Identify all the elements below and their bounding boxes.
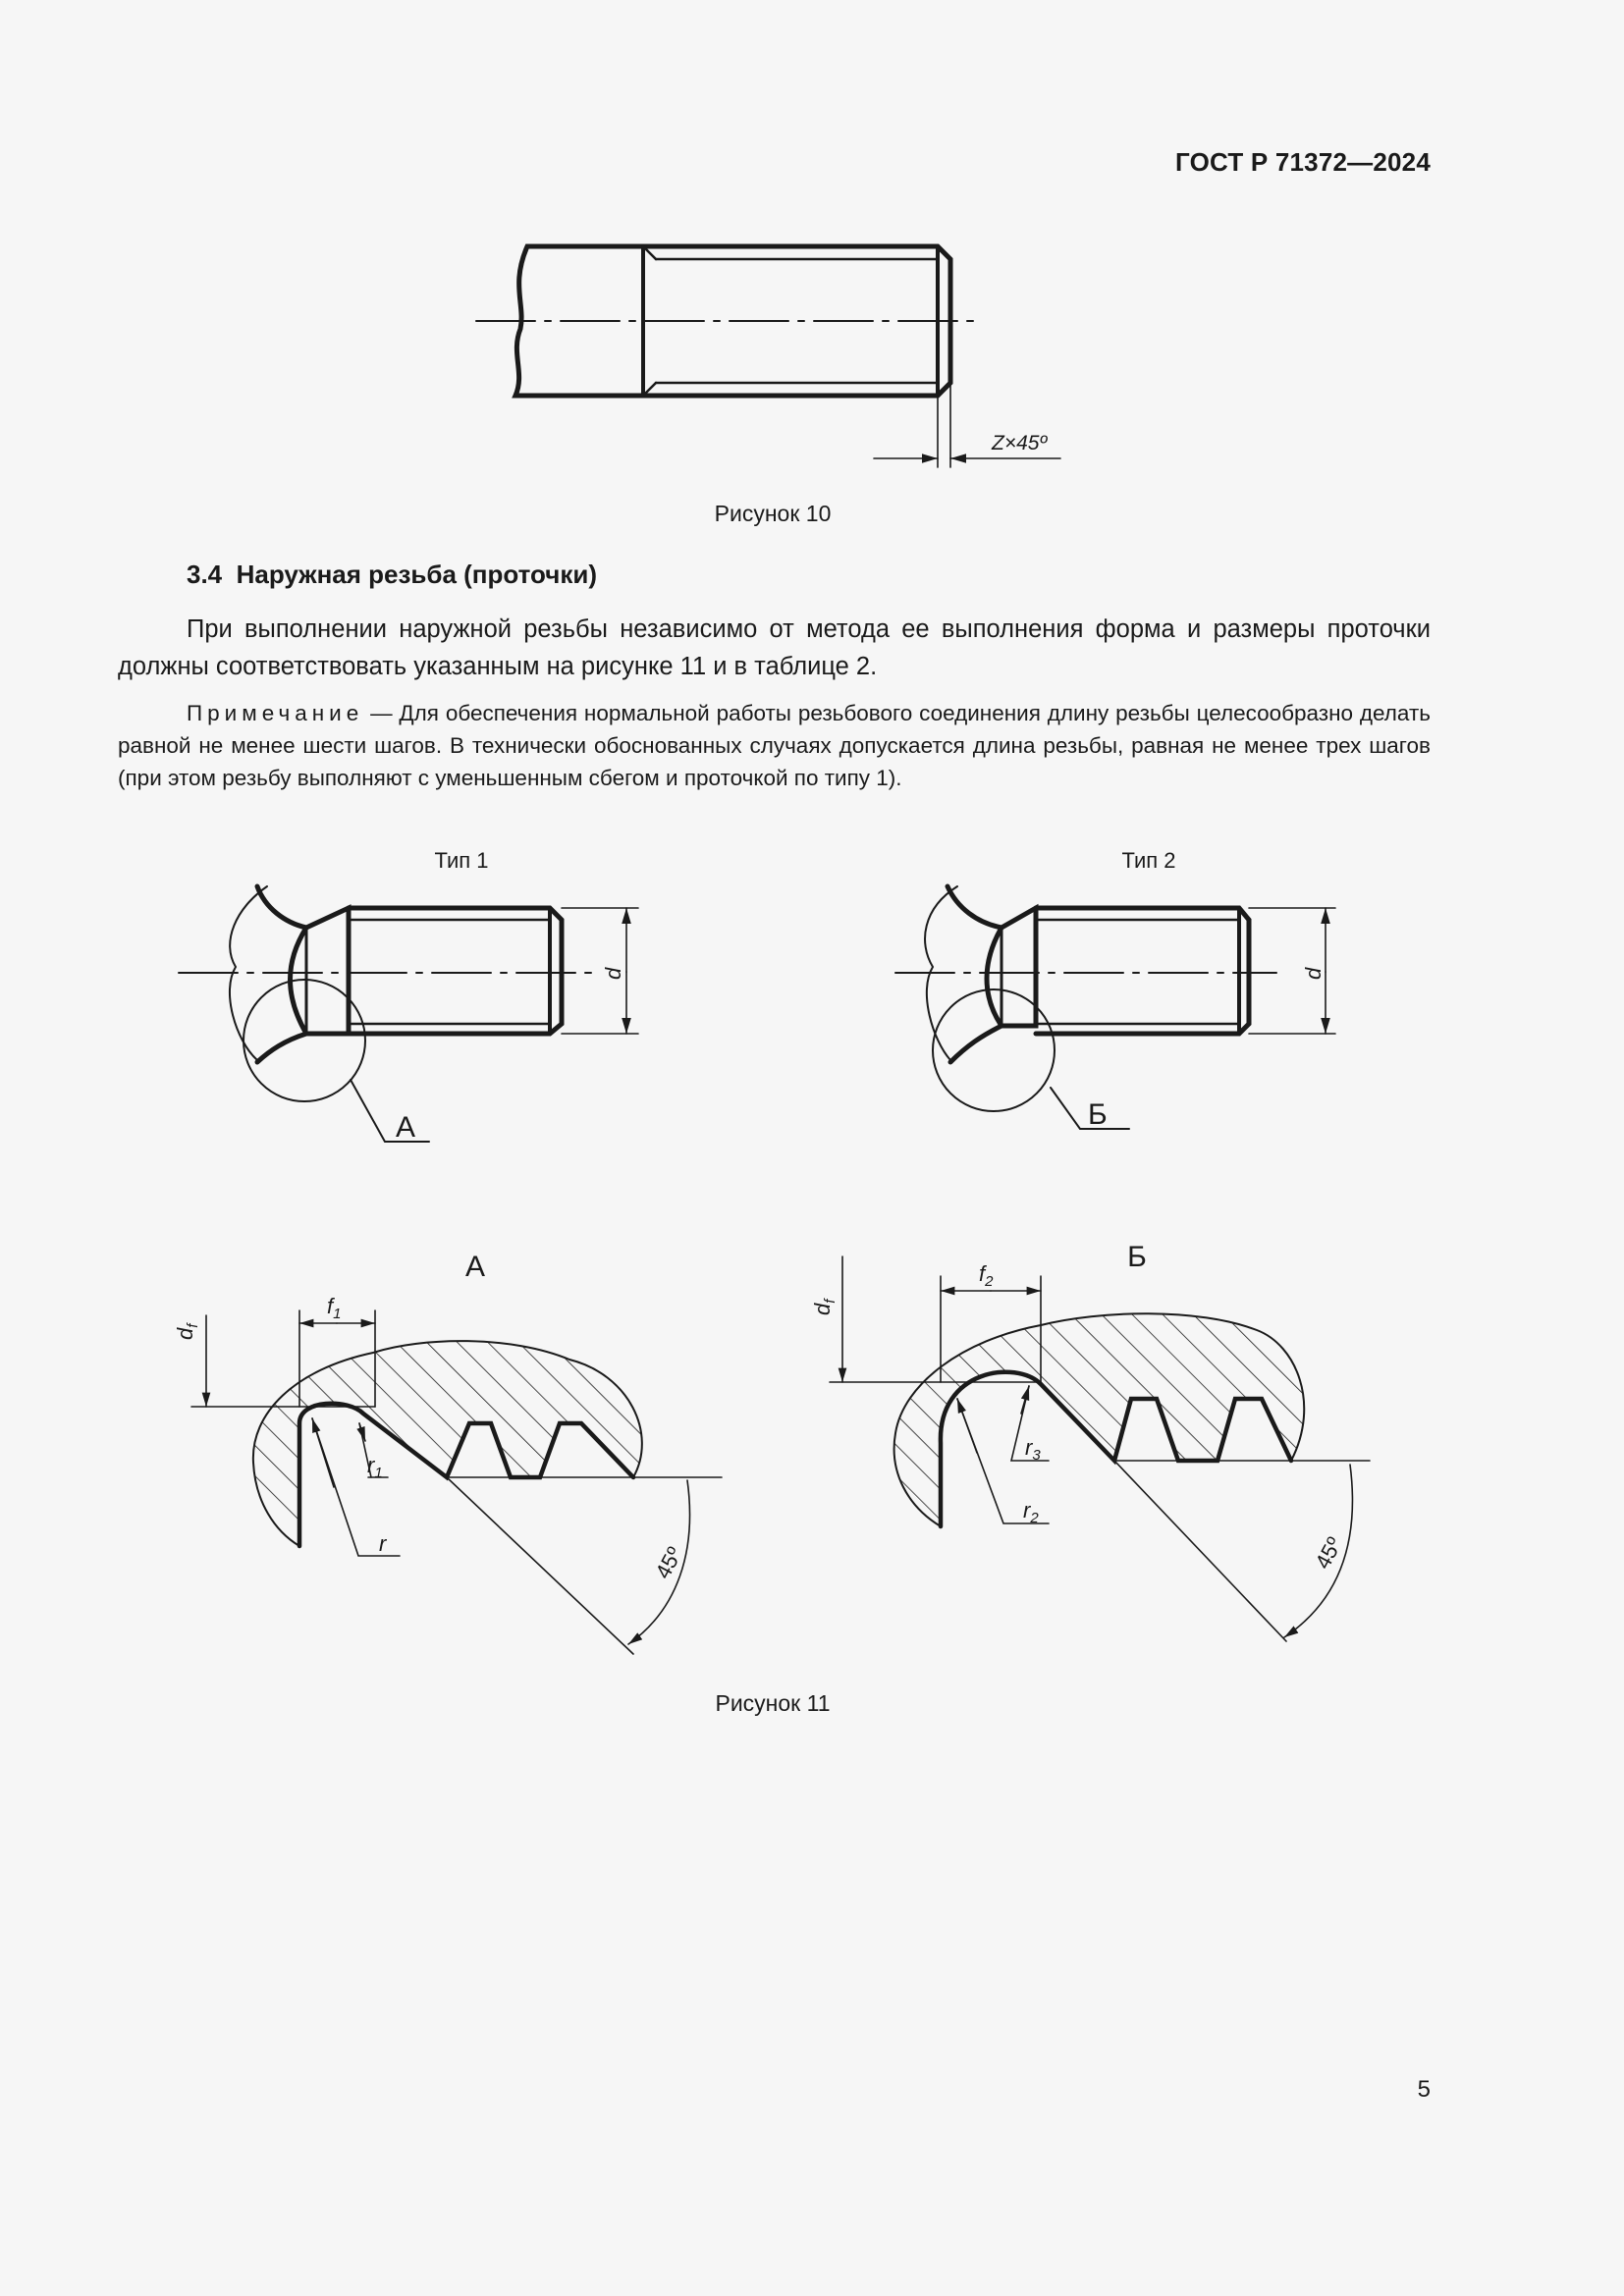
detail-a-f1: $f_1$ [327, 1294, 342, 1322]
body-paragraph: При выполнении наружной резьбы независимо от метода ее выполнения форма и размеры проточки должны соответствовать указанным на рисунке 11 и в таблице 2. [118, 615, 1431, 680]
detail-b-angle: 45º [1310, 1532, 1347, 1574]
note-text: — Для обеспечения нормальной работы резьбового соединения длину резьбы целесообразно делать равной не менее шести шагов. В технически обоснованных случаях допускается длина резьбы, равная не менее трех шагов (при этом резьбу выполняют с уменьшенным сбегом и проточкой по типу 1). [118, 701, 1431, 790]
detail-a-df: $d_f$ [173, 1323, 201, 1340]
figure-11-types [167, 839, 1355, 1163]
note-label: Примечание [187, 701, 364, 725]
section-title: Наружная резьба (проточки) [236, 560, 597, 589]
note [118, 697, 1431, 794]
detail-b-title: Б [1127, 1241, 1147, 1273]
detail-a-r1: $r_1$ [367, 1453, 383, 1481]
callout-a: А [396, 1111, 416, 1144]
document-id: ГОСТ Р 71372—2024 [1175, 147, 1431, 177]
detail-a-title: А [464, 1251, 486, 1283]
type2-d-label: d [1301, 967, 1326, 980]
type1-title: Тип 1 [434, 848, 489, 873]
figure-10-drawing [461, 231, 1090, 481]
detail-b-r2: $r_2$ [1023, 1498, 1039, 1526]
detail-a-r: r [379, 1531, 387, 1556]
figure-11-details [173, 1227, 1394, 1669]
type2-title: Тип 2 [1121, 848, 1176, 873]
detail-b-df: $d_f$ [810, 1299, 839, 1315]
chamfer-label: Z×45º [992, 432, 1048, 454]
figure-11-caption: Рисунок 11 [715, 1690, 831, 1716]
figure-10-caption: Рисунок 10 [714, 501, 832, 526]
type1-d-label: d [601, 967, 625, 980]
callout-b: Б [1088, 1098, 1108, 1131]
page-number: 5 [1417, 2076, 1431, 2103]
detail-b-f2: $f_2$ [979, 1261, 994, 1290]
section-heading [187, 560, 597, 590]
detail-a-angle: 45º [650, 1542, 687, 1583]
section-number: 3.4 [187, 560, 223, 589]
detail-b-r3: $r_3$ [1025, 1435, 1041, 1464]
